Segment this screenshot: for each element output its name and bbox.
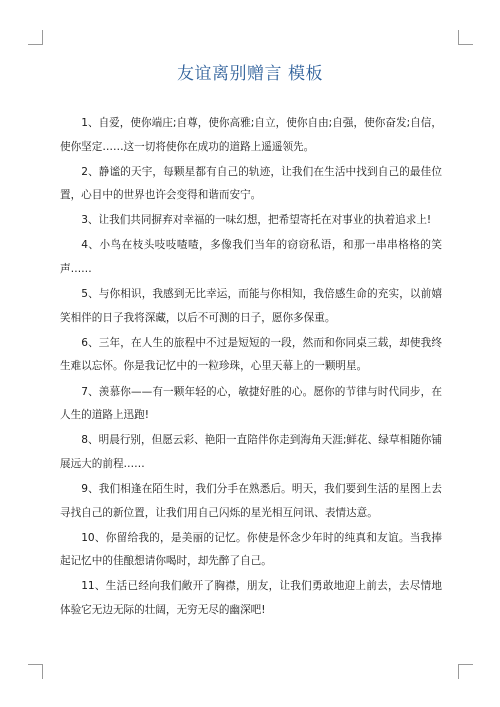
crop-mark-bottom-left [28, 664, 43, 679]
document-body [60, 112, 442, 624]
paragraph-2: 2、静谧的天宇，每颗星都有自己的轨迹，让我们在生活中找到自己的最佳位置，心目中的世界也许会变得和谐而安宁。 [60, 165, 442, 202]
paragraph-6: 6、三年，在人生的旅程中不过是短短的一段，然而和你同桌三载，却使我终生难以忘怀。你是我记忆中的一粒珍珠，心里天幕上的一颗明星。 [60, 336, 442, 373]
paragraph-9: 9、我们相逢在陌生时，我们分手在熟悉后。明天，我们要到生活的星图上去寻找自己的新位置，让我们用自己闪烁的星光相互问讯、表情达意。 [60, 482, 442, 519]
paragraph-10: 10、你留给我的，是美丽的记忆。你使是怀念少年时的纯真和友谊。当我捧起记忆中的佳酿想请你喝时，却先醉了自己。 [60, 531, 442, 568]
crop-mark-top-right [458, 30, 473, 45]
paragraph-1: 1、自爱，使你端庄;自尊，使你高雅;自立，使你自由;自强，使你奋发;自信，使你坚定……这一切将使你在成功的道路上遥遥领先。 [60, 117, 442, 153]
paragraph-5: 5、与你相识，我感到无比幸运，而能与你相知，我倍感生命的充实，以前嬉笑相伴的日子我将深藏，以后不可测的日子，愿你多保重。 [60, 288, 442, 324]
crop-mark-top-left [28, 30, 43, 45]
paragraph-4: 4、小鸟在枝头吱吱喳喳，多像我们当年的窃窃私语，和那一串串格格的笑声…… [60, 239, 442, 276]
crop-mark-bottom-right [458, 664, 473, 679]
paragraph-7: 7、羡慕你——有一颗年轻的心，敏捷好胜的心。愿你的节律与时代同步，在人生的道路上迅跑! [60, 385, 442, 422]
document-title: 友谊离别赠言 模板 [177, 64, 323, 84]
paragraph-11: 11、生活已经向我们敞开了胸襟，朋友，让我们勇敢地迎上前去，去尽情地体验它无边无际的壮阔，无穷无尽的幽深吧! [60, 580, 442, 616]
paragraph-3: 3、让我们共同摒弃对幸福的一味幻想，把希望寄托在对事业的执着追求上! [81, 214, 432, 227]
paragraph-8: 8、明晨行别，但愿云彩、艳阳一直陪伴你走到海角天涯;鲜花、绿草相随你铺展远大的前程…… [60, 434, 442, 470]
